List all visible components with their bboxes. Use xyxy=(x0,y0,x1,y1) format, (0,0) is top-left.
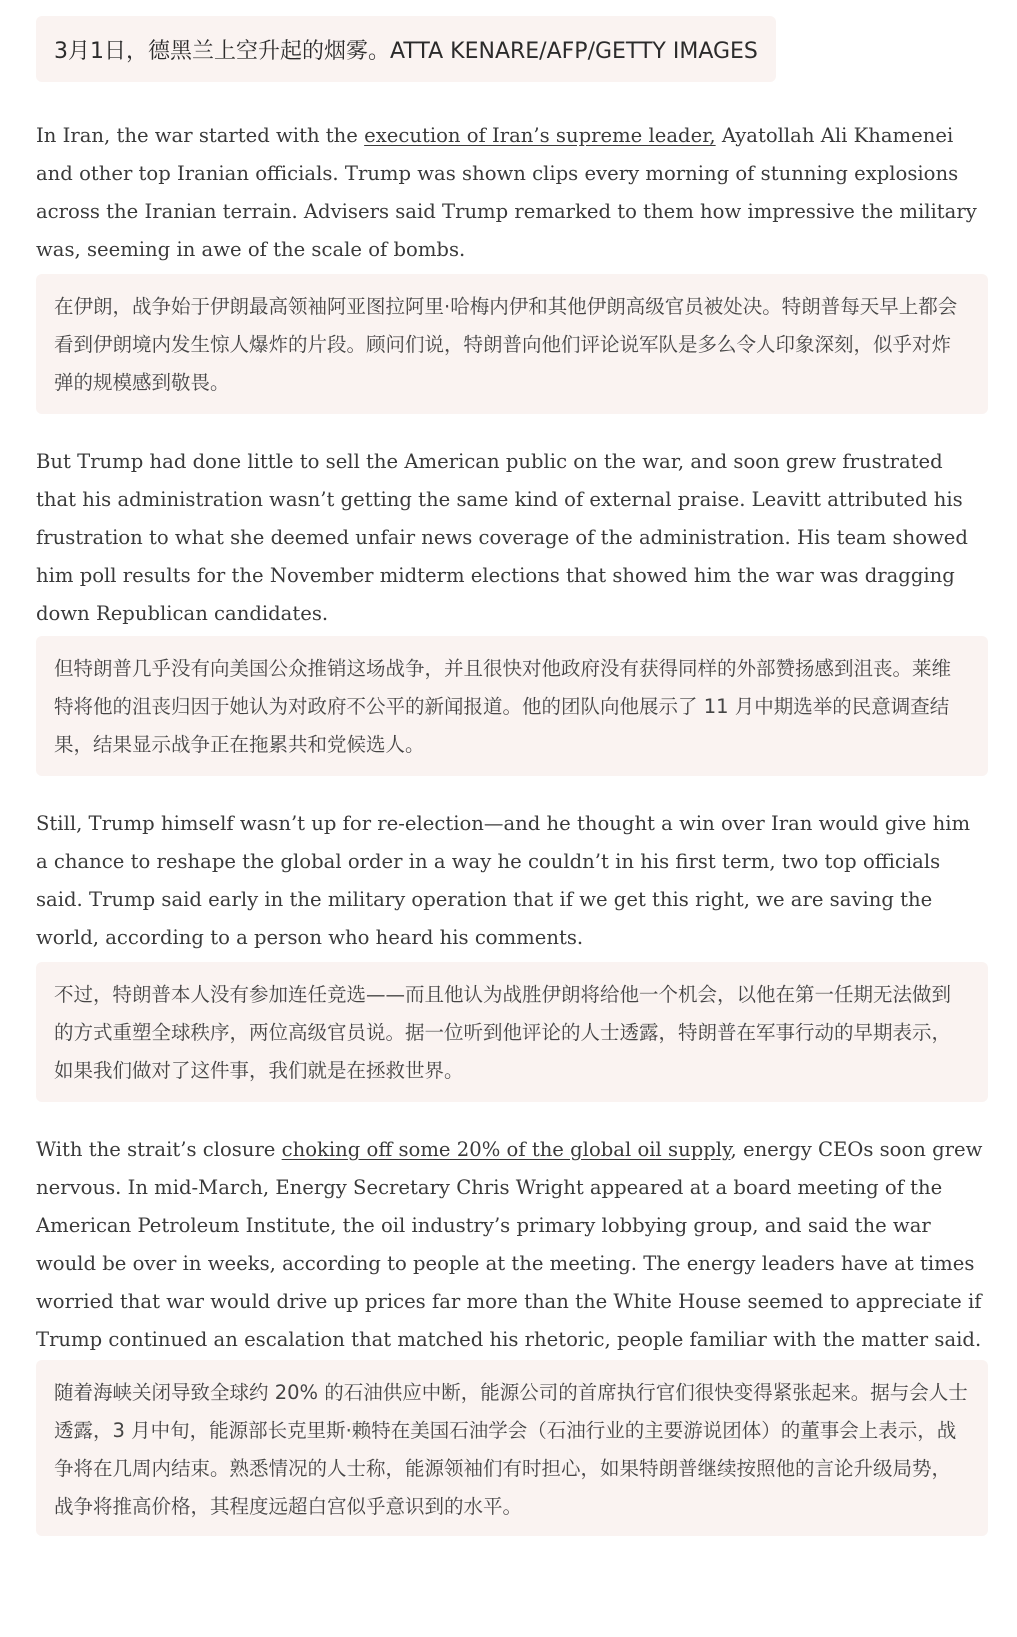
chinese-translation-1: 在伊朗，战争始于伊朗最高领袖阿亚图拉阿里·哈梅内伊和其他伊朗高级官员被处决。特朗普每天早上都会看到伊朗境内发生惊人爆炸的片段。顾问们说，特朗普向他们评论说军队是多么令人印象深刻，似乎对炸弹的规模感到敬畏。 xyxy=(36,274,988,414)
english-paragraph-4 xyxy=(36,1131,984,1359)
chinese-translation-2: 但特朗普几乎没有向美国公众推销这场战争，并且很快对他政府没有获得同样的外部赞扬感到沮丧。莱维特将他的沮丧归因于她认为对政府不公平的新闻报道。他的团队向他展示了 11 月中期选举的民意调查结果，结果显示战争正在拖累共和党候选人。 xyxy=(36,636,988,776)
image-caption: 3月1日，德黑兰上空升起的烟雾。ATTA KENARE/AFP/GETTY IMAGES xyxy=(36,16,776,82)
text-segment: , energy CEOs soon grew nervous. In mid-March, Energy Secretary Chris Wright appeared at a board meeting of the American Petroleum Institute, the oil industry’s primary lobbying group, and said the war would be over in weeks, according to people at the meeting. The energy leaders have at times worried that war would drive up prices far more than the White House seemed to appreciate if Trump continued an escalation that matched his rhetoric, people familiar with the matter said. xyxy=(36,1138,983,1351)
link-execution-supreme-leader[interactable]: execution of Iran’s supreme leader, xyxy=(364,124,716,147)
text-segment: Ayatollah Ali Khamenei and other top Iranian officials. Trump was shown clips every morning of stunning explosions across the Iranian terrain. Advisers said Trump remarked to them how impressive the military was, seeming in awe of the scale of bombs. xyxy=(36,124,977,261)
text-segment: With the strait’s closure xyxy=(36,1138,282,1161)
english-paragraph-2: But Trump had done little to sell the American public on the war, and soon grew frustrated that his administration wasn’t getting the same kind of external praise. Leavitt attributed his frustration to what she deemed unfair news coverage of the administration. His team showed him poll results for the November midterm elections that showed him the war was dragging down Republican candidates. xyxy=(36,450,968,625)
text-segment: In Iran, the war started with the xyxy=(36,124,365,147)
link-global-oil-supply[interactable]: choking off some 20% of the global oil supply xyxy=(281,1138,731,1161)
english-paragraph-1 xyxy=(36,117,984,269)
chinese-translation-3: 不过，特朗普本人没有参加连任竞选——而且他认为战胜伊朗将给他一个机会，以他在第一任期无法做到的方式重塑全球秩序，两位高级官员说。据一位听到他评论的人士透露，特朗普在军事行动的早期表示，如果我们做对了这件事，我们就是在拯救世界。 xyxy=(36,962,988,1102)
english-paragraph-3: Still, Trump himself wasn’t up for re-election—and he thought a win over Iran would give him a chance to reshape the global order in a way he couldn’t in his first term, two top officials said. Trump said early in the military operation that if we get this right, we are saving the world, according to a person who heard his comments. xyxy=(36,812,971,949)
chinese-translation-4: 随着海峡关闭导致全球约 20% 的石油供应中断，能源公司的首席执行官们很快变得紧张起来。据与会人士透露，3 月中旬，能源部长克里斯·赖特在美国石油学会（石油行业的主要游说团体）的董事会上表示，战争将在几周内结束。熟悉情况的人士称，能源领袖们有时担心，如果特朗普继续按照他的言论升级局势，战争将推高价格，其程度远超白宫似乎意识到的水平。 xyxy=(36,1360,988,1536)
